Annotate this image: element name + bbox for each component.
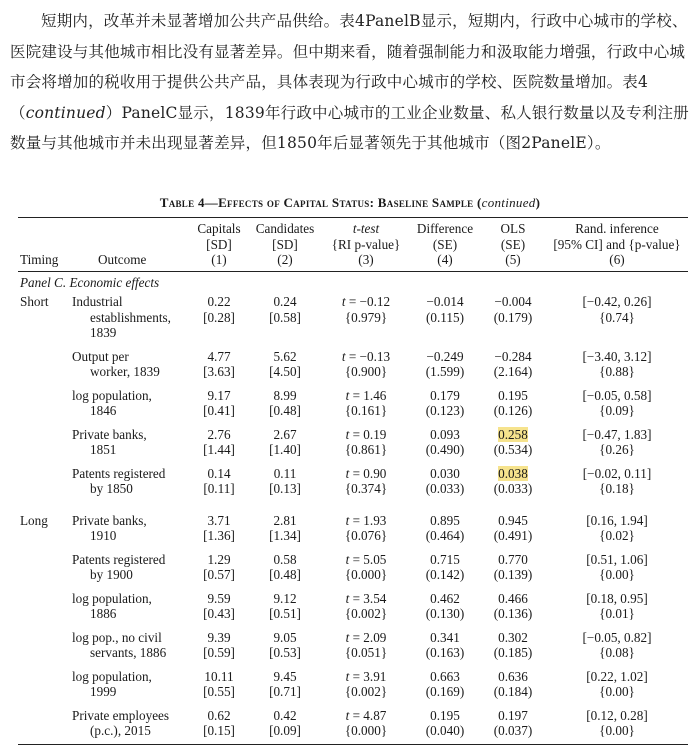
rand-inference-cell: [0.16, 1.94] {0.02} bbox=[586, 512, 648, 543]
results-table bbox=[18, 217, 688, 745]
outcome-cell: Private employees (p.c.), 2015 bbox=[72, 704, 190, 745]
timing-cell bbox=[18, 587, 72, 626]
candidates-cell: 5.62 [4.50] bbox=[269, 348, 301, 379]
rand-inference-cell: [−3.40, 3.12] {0.88} bbox=[582, 348, 652, 379]
paragraph-part-2: continued bbox=[25, 103, 106, 122]
rand-inference-cell: [−0.47, 1.83] {0.26} bbox=[582, 426, 652, 457]
ols-cell: 0.945 (0.491) bbox=[493, 512, 533, 543]
capitals-cell: 0.22 [0.28] bbox=[203, 294, 235, 325]
rand-inference-cell: [−0.05, 0.82] {0.08} bbox=[582, 629, 652, 660]
difference-cell: 0.715 (0.142) bbox=[425, 551, 465, 582]
difference-cell: 0.663 (0.169) bbox=[425, 668, 465, 699]
outcome-cell: log population, 1886 bbox=[72, 590, 152, 621]
table-row bbox=[18, 548, 688, 587]
capitals-cell: 0.14 [0.11] bbox=[203, 465, 235, 496]
header-col-3: t-test {RI p-value} (3) bbox=[322, 218, 410, 272]
timing-cell bbox=[18, 345, 72, 384]
capitals-cell: 0.62 [0.15] bbox=[190, 704, 248, 745]
header-col-4: Difference (SE) (4) bbox=[410, 218, 480, 272]
candidates-cell: 2.81 [1.34] bbox=[269, 512, 301, 543]
difference-cell: 0.895 (0.464) bbox=[425, 512, 465, 543]
table-caption: Table 4—Effects of Capital Status: Baseline Sample (continued) bbox=[159, 195, 541, 210]
ols-cell: 0.466 (0.136) bbox=[493, 590, 533, 621]
ttest-cell: t = −0.12 {0.979} bbox=[341, 294, 391, 325]
difference-cell: −0.014 (0.115) bbox=[426, 294, 464, 325]
capitals-cell: 3.71 [1.36] bbox=[203, 512, 235, 543]
difference-cell: 0.341 (0.163) bbox=[425, 629, 465, 660]
outcome-cell: log population, 1846 bbox=[72, 387, 152, 418]
header-col-5: OLS (SE) (5) bbox=[480, 218, 546, 272]
ttest-cell: t = 3.54 {0.002} bbox=[344, 590, 388, 621]
difference-cell: 0.093 (0.490) bbox=[425, 426, 465, 457]
paragraph-part-3: ）PanelC显示，1839年行政中心城市的工业企业数量、私人银行数量以及专利注册数量与其他城市并未出现显著差异，但1850年后显著领先于其他城市（图2PanelE）。 bbox=[10, 103, 689, 152]
timing-cell bbox=[18, 423, 72, 462]
ols-cell: −0.284 (2.164) bbox=[493, 348, 533, 379]
capitals-cell: 1.29 [0.57] bbox=[203, 551, 235, 582]
candidates-cell: 2.67 [1.40] bbox=[269, 426, 301, 457]
ols-cell: 0.636 (0.184) bbox=[493, 668, 533, 699]
table-row bbox=[18, 587, 688, 626]
timing-cell bbox=[18, 626, 72, 665]
timing-cell bbox=[18, 665, 72, 704]
difference-cell: −0.249 (1.599) bbox=[425, 348, 465, 379]
difference-cell: 0.195 (0.040) bbox=[410, 704, 480, 745]
candidates-cell: 9.45 [0.71] bbox=[269, 668, 301, 699]
ols-cell: 0.038 (0.033) bbox=[493, 465, 533, 496]
outcome-cell: log population, 1999 bbox=[72, 668, 152, 699]
table-row bbox=[18, 501, 688, 548]
ttest-cell: t = −0.13 {0.900} bbox=[341, 348, 391, 379]
table-row bbox=[18, 290, 688, 345]
outcome-cell: Output per worker, 1839 bbox=[72, 348, 160, 379]
capitals-cell: 2.76 [1.44] bbox=[203, 426, 235, 457]
table-row bbox=[18, 423, 688, 462]
capitals-cell: 4.77 [3.63] bbox=[203, 348, 235, 379]
panel-label: Panel C. Economic effects bbox=[18, 271, 688, 290]
timing-cell bbox=[18, 462, 72, 501]
capitals-cell: 10.11 [0.55] bbox=[203, 668, 235, 699]
ttest-cell: t = 5.05 {0.000} bbox=[344, 551, 388, 582]
ttest-cell: t = 0.19 {0.861} bbox=[344, 426, 388, 457]
ttest-cell: t = 0.90 {0.374} bbox=[344, 465, 388, 496]
candidates-cell: 0.11 [0.13] bbox=[269, 465, 301, 496]
difference-cell: 0.179 (0.123) bbox=[425, 387, 465, 418]
table-row bbox=[18, 665, 688, 704]
timing-cell bbox=[18, 704, 72, 745]
header-col-6: Rand. inference [95% CI] and {p-value} (6) bbox=[546, 218, 688, 272]
ols-cell: 0.770 (0.139) bbox=[493, 551, 533, 582]
table-row bbox=[18, 384, 688, 423]
header-timing: Timing bbox=[18, 218, 72, 272]
rand-inference-cell: [−0.02, 0.11] {0.18} bbox=[582, 465, 652, 496]
capitals-cell: 9.17 [0.41] bbox=[203, 387, 235, 418]
ols-cell: 0.258 (0.534) bbox=[493, 426, 533, 457]
header-col-2: Candidates [SD] (2) bbox=[248, 218, 322, 272]
difference-cell: 0.030 (0.033) bbox=[425, 465, 465, 496]
ols-cell: 0.197 (0.037) bbox=[480, 704, 546, 745]
candidates-cell: 8.99 [0.48] bbox=[269, 387, 301, 418]
rand-inference-cell: [0.12, 0.28] {0.00} bbox=[546, 704, 688, 745]
outcome-cell: Industrial establishments, 1839 bbox=[72, 294, 171, 340]
timing-cell: Long bbox=[20, 512, 48, 528]
rand-inference-cell: [0.18, 0.95] {0.01} bbox=[586, 590, 648, 621]
timing-cell bbox=[18, 548, 72, 587]
candidates-cell: 9.05 [0.53] bbox=[269, 629, 301, 660]
outcome-cell: Patents registered by 1850 bbox=[72, 465, 166, 496]
rand-inference-cell: [−0.42, 0.26] {0.74} bbox=[582, 294, 652, 325]
ttest-cell: t = 3.91 {0.002} bbox=[344, 668, 388, 699]
candidates-cell: 0.42 [0.09] bbox=[248, 704, 322, 745]
candidates-cell: 0.24 [0.58] bbox=[269, 294, 301, 325]
outcome-cell: Private banks, 1851 bbox=[72, 426, 147, 457]
intro-paragraph bbox=[10, 6, 690, 159]
ttest-cell: t = 1.46 {0.161} bbox=[344, 387, 388, 418]
table-row bbox=[18, 345, 688, 384]
difference-cell: 0.462 (0.130) bbox=[425, 590, 465, 621]
outcome-cell: Private banks, 1910 bbox=[72, 512, 147, 543]
candidates-cell: 0.58 [0.48] bbox=[269, 551, 301, 582]
outcome-cell: log pop., no civil servants, 1886 bbox=[72, 629, 167, 660]
candidates-cell: 9.12 [0.51] bbox=[269, 590, 301, 621]
ttest-cell: t = 1.93 {0.076} bbox=[344, 512, 388, 543]
table-row bbox=[18, 626, 688, 665]
ttest-cell: t = 4.87 {0.000} bbox=[322, 704, 410, 745]
table-row bbox=[18, 462, 688, 501]
header-outcome: Outcome bbox=[72, 218, 190, 272]
capitals-cell: 9.59 [0.43] bbox=[203, 590, 235, 621]
rand-inference-cell: [−0.05, 0.58] {0.09} bbox=[582, 387, 652, 418]
ols-cell: −0.004 (0.179) bbox=[493, 294, 533, 325]
rand-inference-cell: [0.51, 1.06] {0.00} bbox=[586, 551, 648, 582]
timing-cell bbox=[18, 384, 72, 423]
paragraph-part-1: 短期内，改革并未显著增加公共产品供给。表4PanelB显示，短期内，行政中心城市的学校、医院建设与其他城市相比没有显著差异。但中期来看，随着强制能力和汲取能力增强，行政中心城市会将增加的税收用于提供公共产品，具体表现为行政中心城市的学校、医院数量增加。表4（ bbox=[10, 12, 688, 122]
rand-inference-cell: [0.22, 1.02] {0.00} bbox=[586, 668, 648, 699]
header-col-1: Capitals [SD] (1) bbox=[190, 218, 248, 272]
timing-cell: Short bbox=[20, 294, 49, 309]
ols-cell: 0.302 (0.185) bbox=[493, 629, 533, 660]
outcome-cell: Patents registered by 1900 bbox=[72, 551, 166, 582]
ttest-cell: t = 2.09 {0.051} bbox=[344, 629, 388, 660]
ols-cell: 0.195 (0.126) bbox=[493, 387, 533, 418]
table-row bbox=[18, 704, 688, 745]
capitals-cell: 9.39 [0.59] bbox=[203, 629, 235, 660]
